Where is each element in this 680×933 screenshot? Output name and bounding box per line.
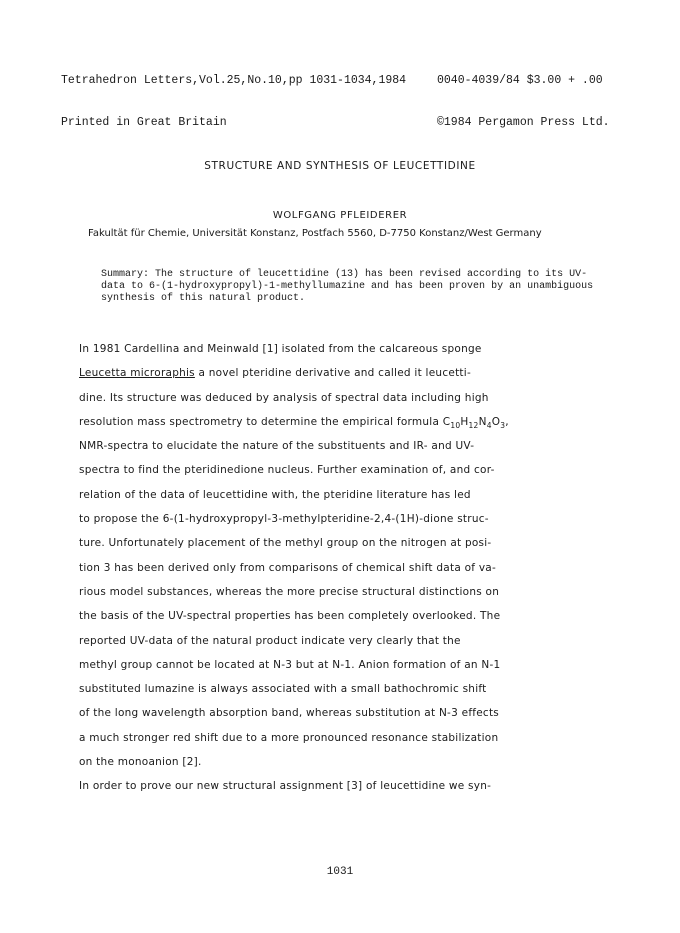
species-name: Leucetta microraphis: [79, 367, 195, 380]
body-line: tion 3 has been derived only from comparisons of chemical shift data of va-: [79, 561, 497, 574]
formula-subscript: 4: [486, 420, 492, 430]
author-name: WOLFGANG PFLEIDERER: [272, 210, 408, 221]
summary-line: synthesis of this natural product.: [101, 293, 306, 304]
body-line: reported UV-data of the natural product indicate very clearly that the: [79, 634, 461, 647]
body-line: ture. Unfortunately placement of the methyl group on the nitrogen at posi-: [79, 537, 492, 550]
summary-line: data to 6-(1-hydroxypropyl)-1-methyllumazine and has been proven by an unambiguous: [101, 281, 594, 292]
summary: [101, 269, 601, 305]
body-line-text: resolution mass spectrometry to determine the empirical formula C: [79, 415, 451, 428]
body-line: relation of the data of leucettidine with, the pteridine literature has led: [79, 488, 471, 501]
copyright: ©1984 Pergamon Press Ltd.: [437, 116, 610, 129]
body-line-text: a novel pteridine derivative and called it leucetti-: [194, 367, 472, 380]
formula-subscript: 10: [450, 420, 461, 430]
body-line: on the monoanion [2].: [79, 756, 202, 769]
body-line: [79, 414, 624, 438]
body-line: spectra to find the pteridinedione nucleus. Further examination of, and cor-: [79, 464, 495, 477]
body-line: to propose the 6-(1-hydroxypropyl-3-methylpteridine-2,4-(1H)-dione struc-: [79, 513, 489, 526]
journal-header-left: [61, 46, 406, 144]
body-line: In order to prove our new structural assignment [3] of leucettidine we syn-: [79, 780, 492, 793]
body-line: In 1981 Cardellina and Meinwald [1] isolated from the calcareous sponge: [79, 343, 482, 355]
formula-element: O: [491, 415, 501, 428]
formula-subscript: 12: [468, 420, 479, 430]
printed-in: Printed in Great Britain: [61, 116, 227, 129]
summary-line: Summary: The structure of leucettidine (13) has been revised according to its UV-: [101, 269, 588, 280]
formula-element: N: [478, 415, 487, 428]
author-affiliation: Fakultät für Chemie, Universität Konstanz, Postfach 5560, D-7750 Konstanz/West Germany: [88, 228, 542, 239]
body-line: rious model substances, whereas the more precise structural distinctions on: [79, 585, 500, 598]
body-line: the basis of the UV-spectral properties has been completely overlooked. The: [79, 610, 501, 623]
journal-header-right: [437, 46, 610, 144]
body-line: substituted lumazine is always associated with a small bathochromic shift: [79, 683, 487, 696]
body-line: dine. Its structure was deduced by analysis of spectral data including high: [79, 391, 489, 404]
body-line-text: ,: [505, 415, 509, 428]
formula-subscript: 3: [500, 420, 506, 430]
article-title: STRUCTURE AND SYNTHESIS OF LEUCETTIDINE: [204, 160, 476, 172]
body-line: NMR-spectra to elucidate the nature of the substituents and IR- and UV-: [79, 440, 475, 453]
body-line: [79, 365, 624, 389]
body-line: a much stronger red shift due to a more pronounced resonance stabilization: [79, 731, 499, 744]
page-number: 1031: [326, 866, 354, 878]
journal-citation: Tetrahedron Letters,Vol.25,No.10,pp 1031-1034,1984: [61, 74, 407, 87]
body-line: methyl group cannot be located at N-3 but at N-1. Anion formation of an N-1: [79, 658, 501, 671]
body-text: [79, 341, 624, 803]
formula-element: H: [460, 415, 469, 428]
issn-price: 0040-4039/84 $3.00 + .00: [437, 74, 603, 87]
body-line: of the long wavelength absorption band, whereas substitution at N-3 effects: [79, 707, 500, 720]
